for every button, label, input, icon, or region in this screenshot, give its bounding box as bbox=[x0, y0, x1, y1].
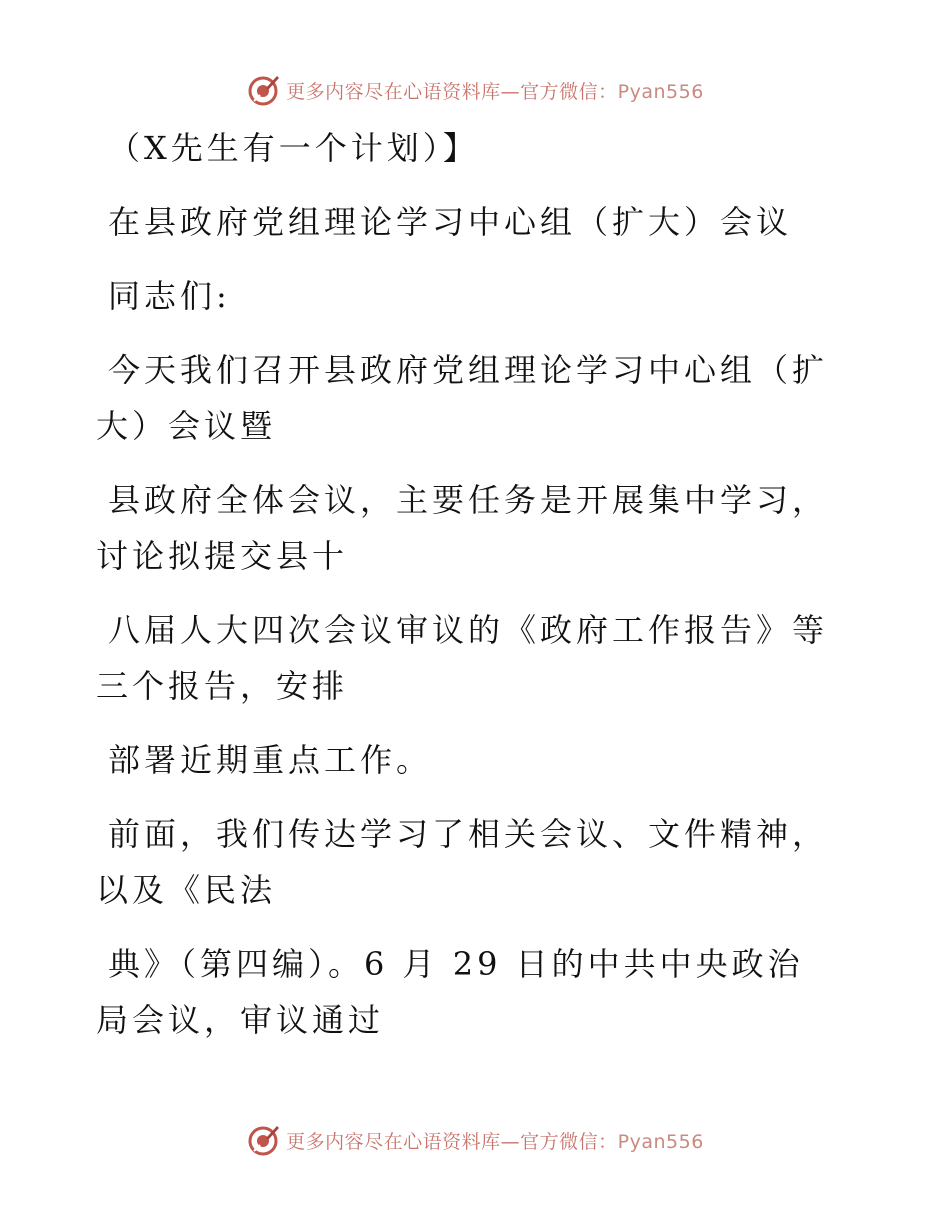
quill-seal-icon bbox=[246, 1123, 280, 1157]
watermark-text: 更多内容尽在心语资料库—官方微信：Pyan556 bbox=[286, 1130, 704, 1153]
paragraph-2: 在县政府党组理论学习中心组（扩大）会议 bbox=[108, 203, 793, 241]
paragraph-7: 部署近期重点工作。 bbox=[108, 741, 433, 779]
watermark-text: 更多内容尽在心语资料库—官方微信：Pyan556 bbox=[286, 80, 704, 103]
document-body bbox=[96, 120, 836, 1066]
quill-seal-icon bbox=[246, 73, 280, 107]
footer-watermark-banner bbox=[0, 1120, 950, 1160]
wechat-id: Pyan556 bbox=[617, 80, 704, 103]
paragraph-6: 八届人大四次会议审议的《政府工作报告》等三个报告，安排 bbox=[96, 611, 829, 705]
paragraph-4: 今天我们召开县政府党组理论学习中心组（扩大）会议暨 bbox=[96, 351, 829, 445]
paragraph-9: 典》（第四编）。6 月 29 日的中共中央政治局会议，审议通过 bbox=[96, 945, 804, 1039]
paragraph-8: 前面，我们传达学习了相关会议、文件精神，以及《民法 bbox=[96, 815, 829, 909]
paragraph-1: （X先生有一个计划）】 bbox=[108, 129, 479, 167]
header-watermark-banner bbox=[0, 70, 950, 110]
paragraph-5: 县政府全体会议，主要任务是开展集中学习，讨论拟提交县十 bbox=[96, 481, 829, 575]
wechat-id: Pyan556 bbox=[617, 1130, 704, 1153]
paragraph-3: 同志们: bbox=[108, 277, 231, 315]
